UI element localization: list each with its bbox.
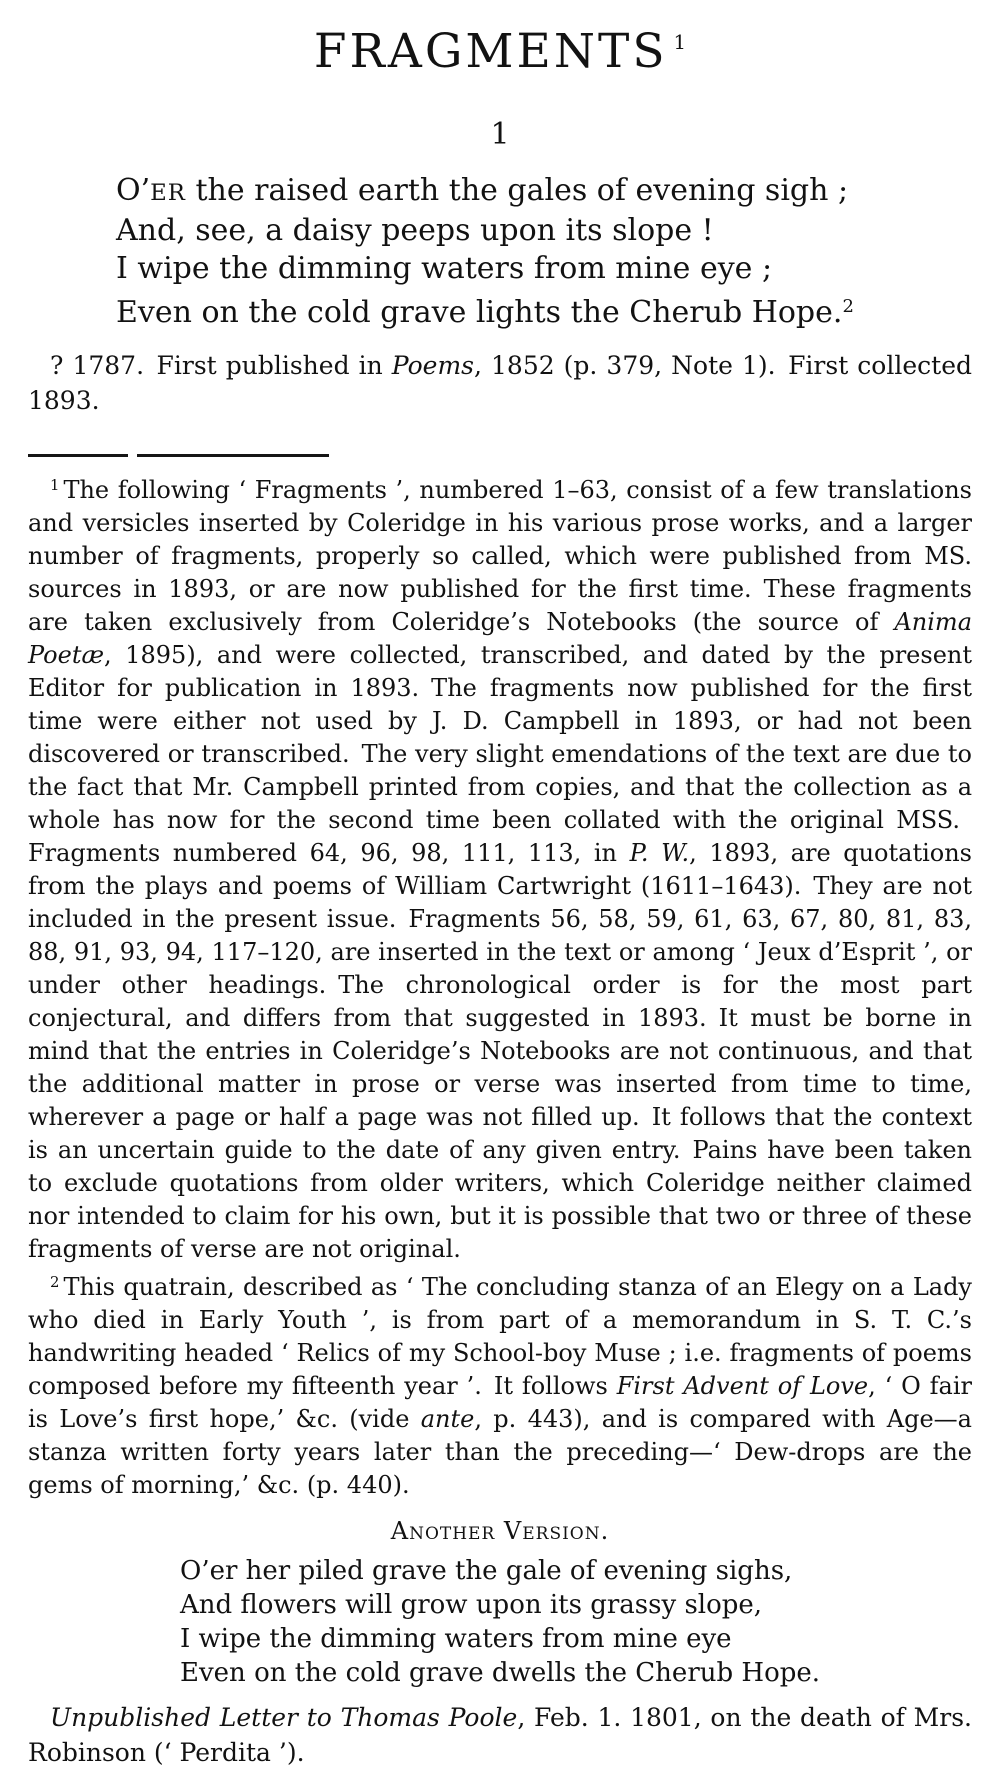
footnote-1-text: , 1893, are quotations from the plays and poems of William Cartwright (1611–1643). They are not included in the present issue. Fragments 56, 58, 59, 61, 63, 67, 80, 81, 83, 88, 91, 93, 94, 117–120, are inserted in the text or among ‘ Jeux d’Esprit ’, or under other headings. The chronological order is for the most part conjectural, and differs from that suggested in 1893. It must be borne in mind that the entries in Coleridge’s Notebooks are not continuous, and that the additional matter in prose or verse was inserted from time to time, wherever a page or half a page was not filled up. It follows that the context is an uncertain guide to the date of any given entry. Pains have been taken to exclude quotations from older writers, which Coleridge neither claimed nor intended to claim for his own, but it is possible that two or three of these fragments of verse are not original. <box>28 838 972 1263</box>
poem-line: I wipe the dimming waters from mine eye ; <box>116 250 773 286</box>
poem-line <box>116 288 972 332</box>
another-version-line: And flowers will grow upon its grassy slope, <box>180 1589 763 1620</box>
footnote-2-ref: 2 <box>50 1272 60 1291</box>
footnote-2-text: This quatrain, described as ‘ The concluding stanza of an Elegy on a Lady who died in Early Youth ’, is from part of a memorandum in S. T. C.’s handwriting headed ‘ Relics of my School-boy Muse ; i.e. fragments of poems composed before my fifteenth year ’. It follows <box>28 1272 972 1400</box>
poem-line1-initial: O’ <box>116 172 151 208</box>
closing-attribution-rest: , Feb. 1. 1801, on the death of Mrs. Robinson (‘ Perdita ’). <box>28 1702 972 1767</box>
footnote-2-text: , ‘ O fair is Love’s first hope,’ &c. (vide <box>28 1371 972 1433</box>
footnotes <box>28 469 972 1770</box>
fragment-number: 1 <box>490 116 510 152</box>
publication-note <box>28 348 972 418</box>
poem-line <box>116 172 972 212</box>
title-footnote-ref: 1 <box>673 31 687 54</box>
footnote-2-italic-ante: ante <box>420 1404 475 1433</box>
another-version-heading: Another Version. <box>390 1516 610 1545</box>
poem-line1-rest: the raised earth the gales of evening sigh ; <box>185 172 849 208</box>
poem-footnote-ref: 2 <box>842 295 854 317</box>
footnote-2-text: , p. 443), and is compared with Age—a stanza written forty years later than the preceding—‘ Dew-drops are the gems of morning,’ &c. (p. 440). <box>28 1404 972 1499</box>
page-title <box>28 26 972 78</box>
poem-line1-smallcaps: ER <box>150 179 186 206</box>
poem-line: And, see, a daisy peeps upon its slope ! <box>116 212 714 248</box>
publication-note-suffix: , 1852 (p. 379, Note 1). First collected 1893. <box>28 350 972 415</box>
another-version-line: Even on the cold grave dwells the Cherub Hope. <box>180 1657 821 1688</box>
separator-segment <box>137 454 329 457</box>
footnote-1-ref: 1 <box>50 475 60 494</box>
footnote-1-italic-pw: P. W. <box>629 838 690 867</box>
footnote-1-text: , 1895), and were collected, transcribed, and dated by the present Editor for publication in 1893. The fragments now published for the first time were either not used by J. D. Campbell in 1893, or had not been discovered or transcribed. The very slight emendations of the text are due to the fact that Mr. Campbell printed from copies, and that the collection as a whole has now for the second time been collated with the original MSS. Fragments numbered 64, 96, 98, 111, 113, in <box>28 640 972 867</box>
poem-line4-text: Even on the cold grave lights the Cherub Hope. <box>116 294 843 330</box>
another-version-poem <box>180 1554 972 1690</box>
closing-attribution-italic: Unpublished Letter to Thomas Poole <box>50 1702 518 1732</box>
publication-note-prefix: ? 1787. First published in <box>50 350 392 380</box>
footnote-2-italic-first-advent: First Advent of Love <box>616 1371 869 1400</box>
footnote-1-italic-anima-poetae: Anima Poetæ <box>28 607 972 669</box>
separator-segment <box>28 454 128 457</box>
publication-note-italic: Poems <box>391 350 474 380</box>
footnote-1 <box>28 469 972 1266</box>
footnote-1-text: The following ‘ Fragments ’, numbered 1–63, consist of a few translations and versicles inserted by Coleridge in his various prose works, and a larger number of fragments, properly so called, which were published from MS. sources in 1893, or are now published for the first time. These fragments are taken exclusively from Coleridge’s Notebooks (the source of <box>28 475 972 636</box>
another-version-line: O’er her piled grave the gale of evening sighs, <box>180 1555 793 1586</box>
another-version-line: I wipe the dimming waters from mine eye <box>180 1623 732 1654</box>
page-title-text: FRAGMENTS <box>313 24 668 79</box>
footnote-2 <box>28 1266 972 1502</box>
footnote-separator <box>28 454 972 457</box>
closing-attribution <box>28 1700 972 1770</box>
poem <box>116 172 972 332</box>
